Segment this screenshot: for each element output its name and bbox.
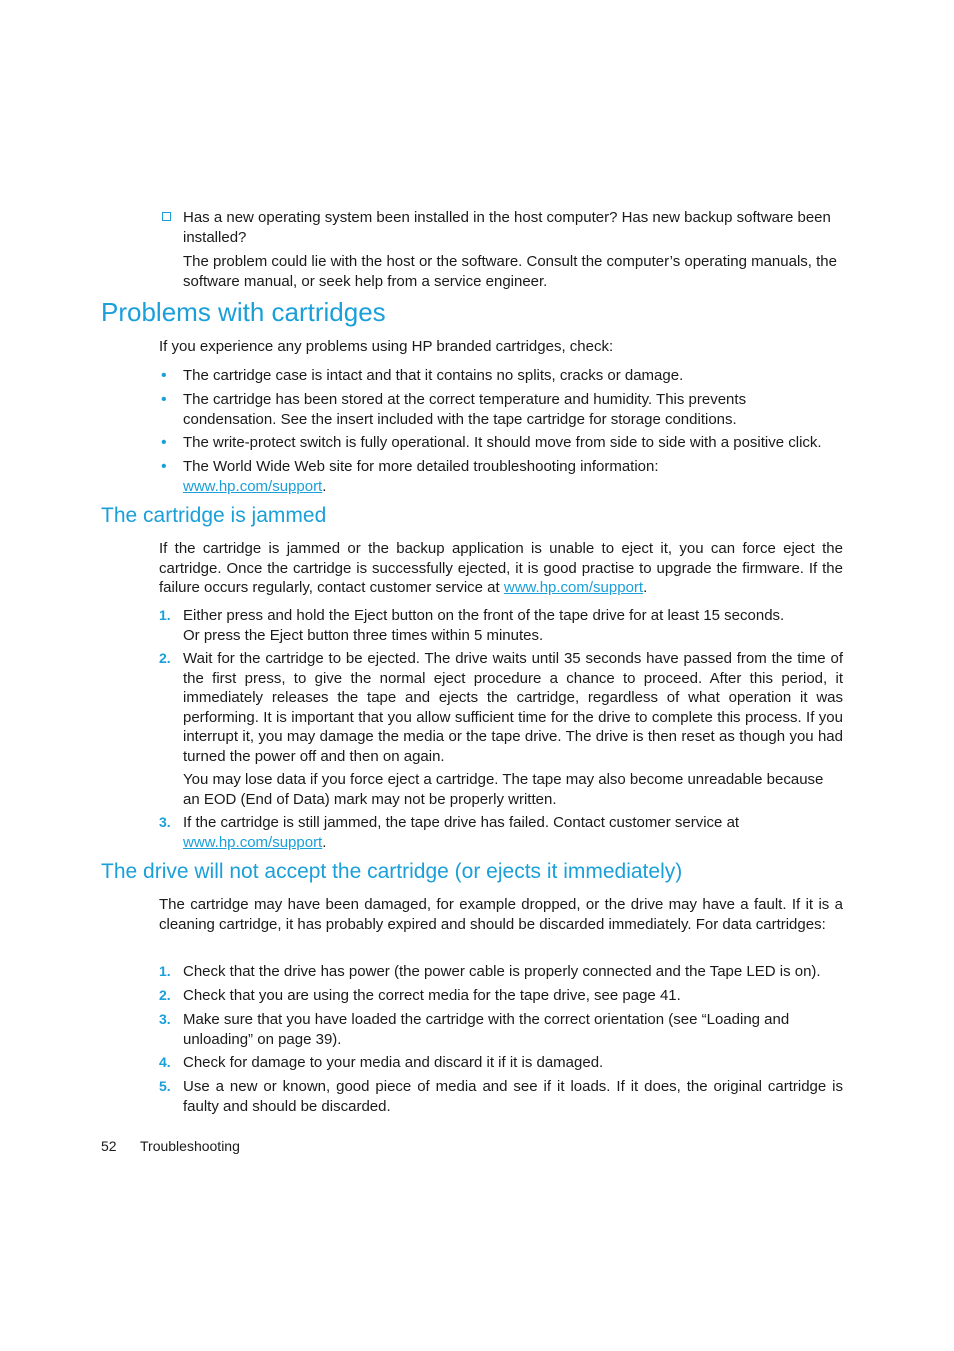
period: . [643,579,648,596]
step-number: 1. [159,963,171,979]
section2-step-1-text: Either press and hold the Eject button on the front of the tape drive for at least 15 seconds. [183,607,785,624]
page-number: 52 [101,1138,117,1154]
section3-step-3: Make sure that you have loaded the cartridge with the correct orientation (see “Loading and unloading” on page 39). [183,1011,790,1048]
section2-step-2: Wait for the cartridge to be ejected. The drive waits until 35 seconds have passed from the time of the first press, to give the normal eject procedure a chance to proceed. After this period, it immediately releases the tape and ejects the cartridge, regardless of what operation it was performing. It is important that you allow sufficient time for the drive to complete this process. If you interrupt it, you may damage the media or the tape drive. The drive is then reset as though you had turned the power off and then on again. [183,650,843,765]
section3-para: The cartridge may have been damaged, for example dropped, or the drive may have a fault. If it is a cleaning cartridge, it has probably expired and should be discarded immediately. For data cartridges: [159,896,843,933]
bullet-icon: • [161,391,167,408]
section2-step-1-text2: Or press the Eject button three times within 5 minutes. [183,626,544,644]
period: . [322,477,327,495]
section3-step-5: Use a new or known, good piece of media and see if it loads. If it does, the original cartridge is faulty and should be discarded. [183,1078,843,1115]
bullet-icon: • [161,434,167,451]
step-number: 1. [159,607,171,623]
section3-step-2: Check that you are using the correct media for the tape drive, see page 41. [183,987,681,1004]
heading-problems-with-cartridges: Problems with cartridges [101,297,386,327]
section2-para-text: If the cartridge is jammed or the backup application is unable to eject it, you can force eject the cartridge. Once the cartridge is successfully ejected, it is good practise to upgrade the firmware. If the failure occurs regularly, contact customer service at [159,540,843,596]
heading-drive-not-accept: The drive will not accept the cartridge (or ejects it immediately) [101,860,683,883]
section1-bullet-2: The cartridge has been stored at the correct temperature and humidity. This prevents condensation. See the insert included with the tape cartridge for storage conditions. [183,391,747,428]
step-number: 2. [159,987,171,1003]
section2-para [159,539,843,598]
section1-bullet-4-text: The World Wide Web site for more detailed troubleshooting information: [183,458,659,475]
heading-cartridge-jammed: The cartridge is jammed [101,504,327,527]
section2-step-1 [183,606,843,645]
checkbox-bullet-icon [162,212,171,221]
step-number: 4. [159,1054,171,1070]
period: . [322,833,327,851]
section2-step-3-text: If the cartridge is still jammed, the tape drive has failed. Contact customer service at [183,814,740,831]
step-number: 3. [159,1011,171,1027]
section3-step-1: Check that the drive has power (the power cable is properly connected and the Tape LED is on). [183,963,821,980]
section1-bullet-3: The write-protect switch is fully operational. It should move from side to side with a positive click. [183,434,822,451]
section1-bullet-1: The cartridge case is intact and that it contains no splits, cracks or damage. [183,367,684,384]
intro-item: Has a new operating system been installed in the host computer? Has new backup software been installed? [183,209,831,246]
intro-note: The problem could lie with the host or the software. Consult the computer’s operating manuals, the software manual, or seek help from a service engineer. [183,253,837,290]
bullet-icon: • [161,458,167,475]
step-number: 3. [159,814,171,830]
chapter-title: Troubleshooting [140,1138,240,1154]
section3-step-4: Check for damage to your media and discard it if it is damaged. [183,1054,604,1071]
section1-lead: If you experience any problems using HP branded cartridges, check: [159,338,614,355]
section2-step-3 [183,813,843,852]
step-number: 5. [159,1078,171,1094]
hp-support-link[interactable]: www.hp.com/support [183,833,323,851]
bullet-icon: • [161,367,167,384]
hp-support-link[interactable]: www.hp.com/support [183,477,323,495]
step-number: 2. [159,650,171,666]
section1-bullet-4 [183,457,843,496]
hp-support-link[interactable]: www.hp.com/support [503,579,644,596]
section2-step-2-note: You may lose data if you force eject a cartridge. The tape may also become unreadable because an EOD (End of Data) mark may not be properly written. [183,771,824,808]
